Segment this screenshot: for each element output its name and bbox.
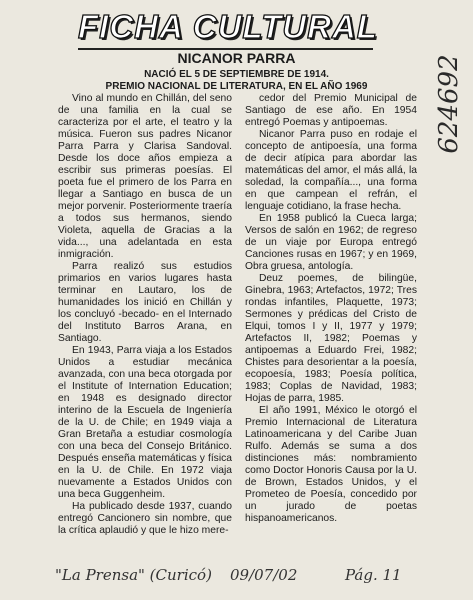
paragraph: cedor del Premio Municipal de Santiago de ese año. En 1954 entregó Poemas y antipoemas.	[245, 93, 417, 128]
page-text: Pág. 11	[345, 566, 402, 584]
paragraph: Parra realizó sus estudios primarios en varios lugares hasta terminar en Lautaro, los de humanidades los inició en Chillán y los concluyó -becado- en el Internado del Instituto Barros Arana, en Santiago.	[58, 261, 232, 344]
paragraph: En 1943, Parra viaja a los Estados Unidos a estudiar mecánica avanzada, con una beca otorgada por el Institute of Internation Education; en 1948 es designado director interino de la Escuela de Ingeniería de la U. de Chile; en 1949 viaja a Gran Bretaña a estudiar cosmología con una beca del Consejo Británico. Después enseña matemáticas y física en la U. de Chile. En 1972 viaja nuevamente a Estados Unidos con una beca Guggenheim.	[58, 345, 232, 500]
paragraph: Deuz poemes, de bilingüe, Ginebra, 1963; Artefactos, 1972; Tres rondas infantiles, Plaquette, 1973; Sermones y prédicas del Cristo de Elqui, tomos I y II, 1977 y 1979; Artefactos II, 1982; Poemas y antipoemas a Eduardo Frei, 1982; Chistes para desorientar a la poesía, ecopoesía, 1983; Poesía política, 1983; Coplas de Navidad, 1983; Hojas de parra, 1985.	[245, 273, 417, 404]
right-column	[245, 93, 417, 525]
paragraph: Nicanor Parra puso en rodaje el concepto de antipoesía, una forma de decir atípica para abordar las matemáticas del amor, el más allá, la soledad, la compañía..., una forma en que campean el refrán, el lenguaje cotidiano, la frase hecha.	[245, 129, 417, 212]
source-text: "La Prensa" (Curicó)	[55, 566, 212, 584]
article-title: NICANOR PARRA	[177, 50, 296, 66]
paragraph: El año 1991, México le otorgó el Premio Internacional de Literatura Latinoamericana y del Caribe Juan Rulfo. Además se suma a dos distinciones más: nombramiento como Doctor Honoris Causa por la U. de Brown, Estados Unidos, y el Prometeo de Poesía, concedido por un jurado de poetas hispanoamericanos.	[245, 405, 417, 524]
handwritten-side-number	[425, 42, 473, 167]
masthead: FICHA CULTURAL	[78, 8, 378, 45]
paragraph: Ha publicado desde 1937, cuando entregó Cancionero sin nombre, que la crítica aplaudió y que le hizo mere-	[58, 501, 232, 536]
article-subtitle-birth: NACIÓ EL 5 DE SEPTIEMBRE DE 1914.	[144, 69, 329, 80]
article-subtitle-award: PREMIO NACIONAL DE LITERATURA, EN EL AÑO 1969	[105, 81, 368, 92]
paragraph: En 1958 publicó la Cueca larga; Versos de salón en 1962; de regreso de un viaje por Europa entregó Canciones rusas en 1967; y en 1969, Obra gruesa, antología.	[245, 213, 417, 272]
left-column	[58, 93, 232, 537]
handwritten-source-note	[55, 566, 455, 592]
paragraph: Vino al mundo en Chillán, del seno de una familia en la cual se caracteriza por el arte, el teatro y la música. Fueron sus padres Nicanor Parra Parra y Clarisa Sandoval. Desde los doce años empieza a escribir sus primeras poesías. El poeta fue el primero de los Parra en llegar a Santiago en busca de un mejor porvenir. Posteriormente traería a todos sus hermanos, siendo Violeta, aquella de Gracias a la vida..., una adelantada en esta inmigración.	[58, 93, 232, 260]
date-text: 09/07/02	[230, 566, 298, 584]
side-number-text: 624692	[434, 54, 464, 154]
